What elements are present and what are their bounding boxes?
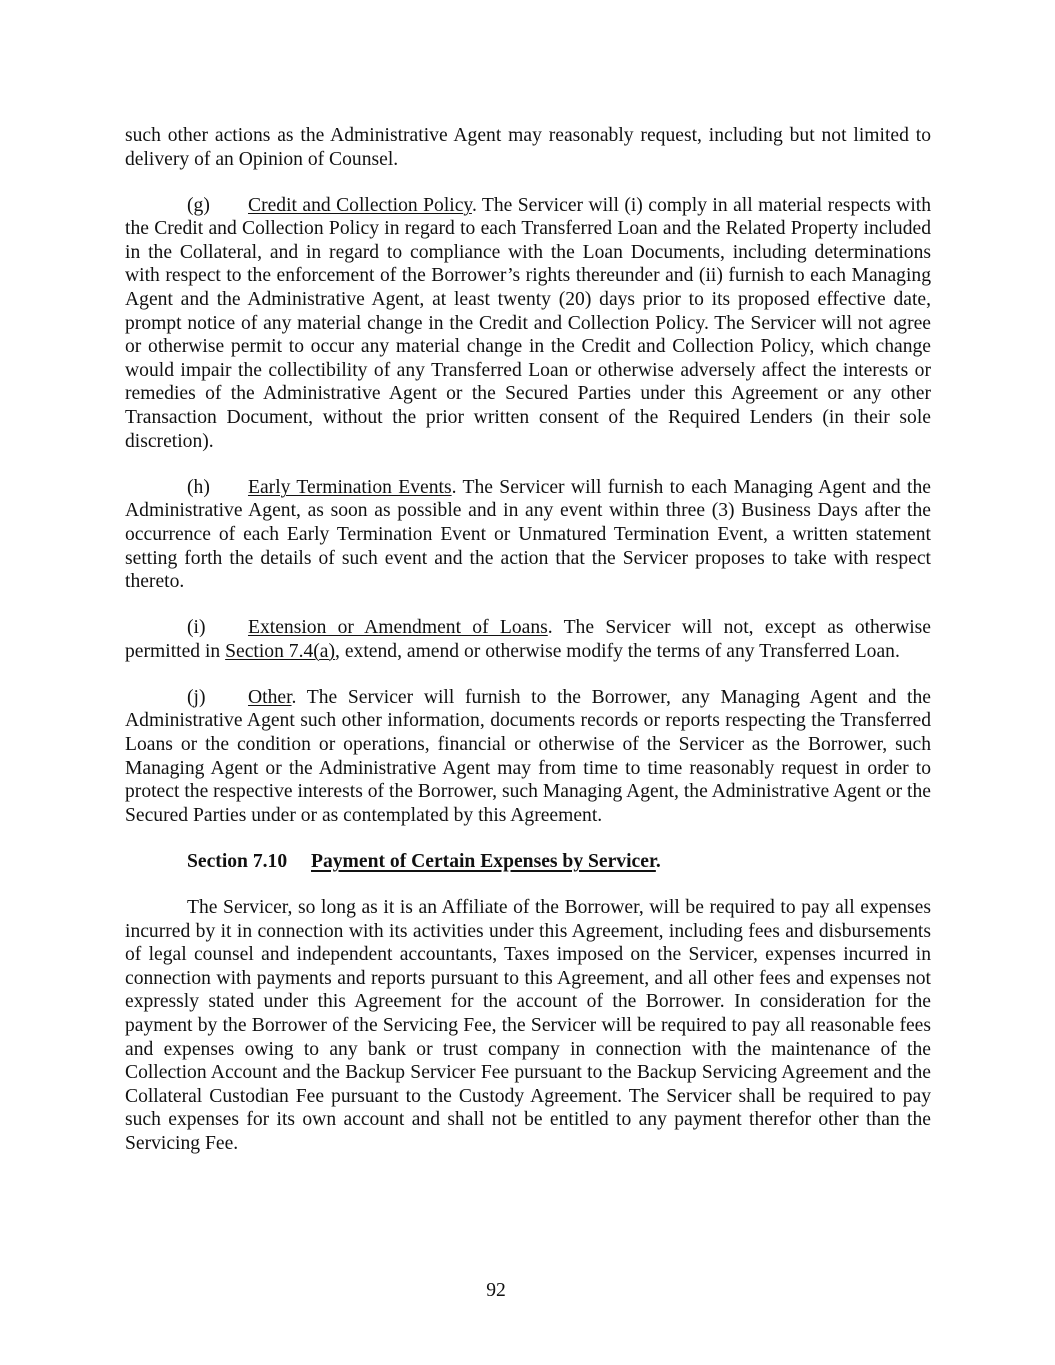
section-body: The Servicer, so long as it is an Affiliate of the Borrower, will be required to pay all expenses incurred by it in connection with its activities under this Agreement, including fees and disbursements of legal counsel and independent accountants, Taxes imposed on the Servicer, expenses incurred in connection with payments and reports pursuant to this Agreement, and all other fees and expenses not expressly stated under this Agreement for the account of the Borrower. In consideration for the payment by the Borrower of the Servicing Fee, the Servicer will be required to pay all reasonable fees and expenses owing to any bank or trust company in connection with the maintenance of the Collection Account and the Backup Servicer Fee pursuant to the Backup Servicing Agreement and the Collateral Custodian Fee pursuant to the Custody Agreement. The Servicer shall be required to pay such expenses for its own account and shall not be entitled to any payment therefor other than the Servicing Fee. <box>125 897 931 1154</box>
clause-body: . The Servicer will furnish to each Managing Agent and the Administrative Agent, as soon as possible and in any event within three (3) Business Days after the occurrence of each Early Termination Event or Unmatured Termination Event, a written statement setting forth the details of such event and the action that the Servicer proposes to take with respect thereto. <box>125 476 931 593</box>
clause-h <box>125 476 931 594</box>
section-title-period: . <box>655 850 661 872</box>
clause-j <box>125 686 931 828</box>
clause-label: (h) <box>187 476 210 498</box>
clause-g <box>125 194 931 454</box>
clause-body: . The Servicer will furnish to the Borrower, any Managing Agent and the Administrative Agent such other information, documents records or reports respecting the Transferred Loans or the condition or operations, financial or otherwise of the Servicer as the Borrower, such Managing Agent or the Administrative Agent may from time to time reasonably request in order to protect the respective interests of the Borrower, such Managing Agent, the Administrative Agent or the Secured Parties under or as contemplated by this Agreement. <box>125 686 931 826</box>
clause-title: Early Termination Events <box>248 476 452 498</box>
clause-title: Other <box>248 686 292 708</box>
section-title: Payment of Certain Expenses by Servicer <box>311 850 656 872</box>
clause-title: Extension or Amendment of Loans <box>248 617 548 639</box>
clause-label: (g) <box>187 194 210 216</box>
clause-i <box>125 616 931 663</box>
section-reference-link[interactable]: Section 7.4(a) <box>225 640 336 662</box>
clause-label: (j) <box>187 686 206 708</box>
clause-body: . The Servicer will not, except as otherwise permitted in <box>125 617 931 662</box>
clause-label: (i) <box>187 617 206 639</box>
clause-body-continued: , extend, amend or otherwise modify the terms of any Transferred Loan. <box>335 640 900 662</box>
section-heading <box>187 850 931 874</box>
page-number: 92 <box>486 1280 506 1301</box>
document-page <box>125 124 931 1178</box>
clause-body: . The Servicer will (i) comply in all material respects with the Credit and Collection Policy in regard to each Transferred Loan and the Related Property included in the Collateral, and in regard to compliance with the Loan Documents, including determinations with respect to the enforcement of the Borrower’s rights thereunder and (ii) furnish to each Managing Agent and the Administrative Agent, at least twenty (20) days prior to its proposed effective date, prompt notice of any material change in the Credit and Collection Policy. The Servicer will not agree or otherwise permit to occur any material change in the Credit and Collection Policy, which change would impair the collectibility of any Transferred Loan or otherwise adversely affect the interests or remedies of the Administrative Agent or the Secured Parties under this Agreement or any other Transaction Document, without the prior written consent of the Required Lenders (in their sole discretion). <box>125 194 932 452</box>
section-number: Section 7.10 <box>187 850 288 872</box>
continuation-paragraph: such other actions as the Administrative Agent may reasonably request, including but not limited to delivery of an Opinion of Counsel. <box>125 125 931 170</box>
clause-title: Credit and Collection Policy <box>248 194 472 216</box>
